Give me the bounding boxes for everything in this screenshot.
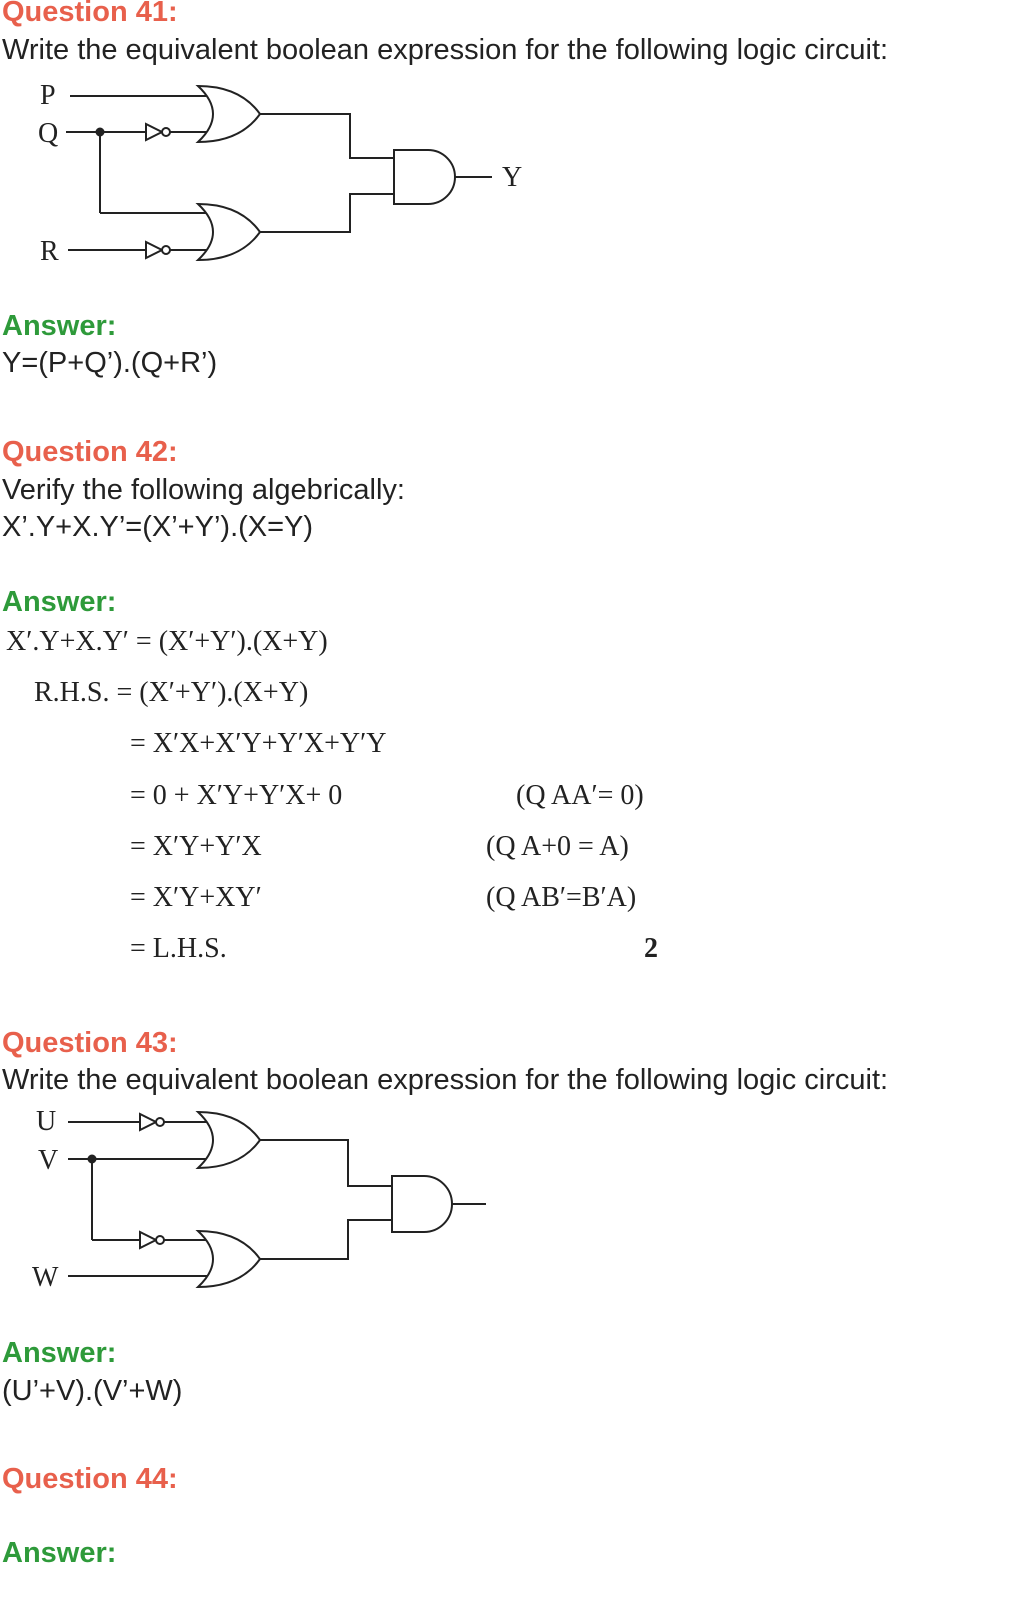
proof-reason-2: (Q AA′= 0) [516, 780, 644, 811]
proof-step-2: = 0 + X′Y+Y′X+ 0 [130, 780, 343, 811]
output-label-y: Y [502, 162, 523, 193]
question-42-prompt-line2: X’.Y+X.Y’=(X’+Y’).(X=Y) [2, 511, 314, 543]
question-44-heading: Question 44: [2, 1463, 178, 1495]
input-label-v: V [38, 1145, 59, 1176]
circuit-diagram-q43 [0, 1100, 560, 1300]
proof-marks: 2 [644, 933, 658, 964]
question-43-answer: (U’+V).(V’+W) [2, 1375, 183, 1407]
question-41-answer: Y=(P+Q’).(Q+R’) [2, 347, 218, 379]
question-41-prompt: Write the equivalent boolean expression for the following logic circuit: [2, 34, 889, 66]
question-42-answer-heading: Answer: [2, 586, 117, 618]
question-42-heading: Question 42: [2, 436, 178, 468]
question-43-prompt: Write the equivalent boolean expression for the following logic circuit: [2, 1064, 889, 1096]
proof-step-5: = L.H.S. [130, 933, 227, 964]
question-41-answer-heading: Answer: [2, 310, 117, 342]
input-label-q: Q [38, 118, 59, 149]
input-label-r: R [40, 236, 59, 267]
input-label-u: U [36, 1106, 57, 1137]
proof-step-1: = X′X+X′Y+Y′X+Y′Y [130, 728, 387, 759]
proof-step-4: = X′Y+XY′ [130, 882, 262, 913]
proof-statement: X′.Y+X.Y′ = (X′+Y′).(X+Y) [6, 626, 328, 657]
circuit-diagram-q41 [0, 78, 560, 278]
question-43-answer-heading: Answer: [2, 1337, 117, 1369]
question-43-heading: Question 43: [2, 1027, 178, 1059]
question-42-prompt-line1: Verify the following algebrically: [2, 474, 405, 506]
proof-rhs: R.H.S. = (X′+Y′).(X+Y) [34, 677, 309, 708]
proof-step-3: = X′Y+Y′X [130, 831, 262, 862]
input-label-p: P [40, 80, 56, 111]
input-label-w: W [32, 1262, 59, 1293]
question-41-heading: Question 41: [2, 0, 178, 28]
question-44-answer-heading: Answer: [2, 1537, 117, 1569]
proof-reason-3: (Q A+0 = A) [486, 831, 629, 862]
proof-reason-4: (Q AB′=B′A) [486, 882, 637, 913]
